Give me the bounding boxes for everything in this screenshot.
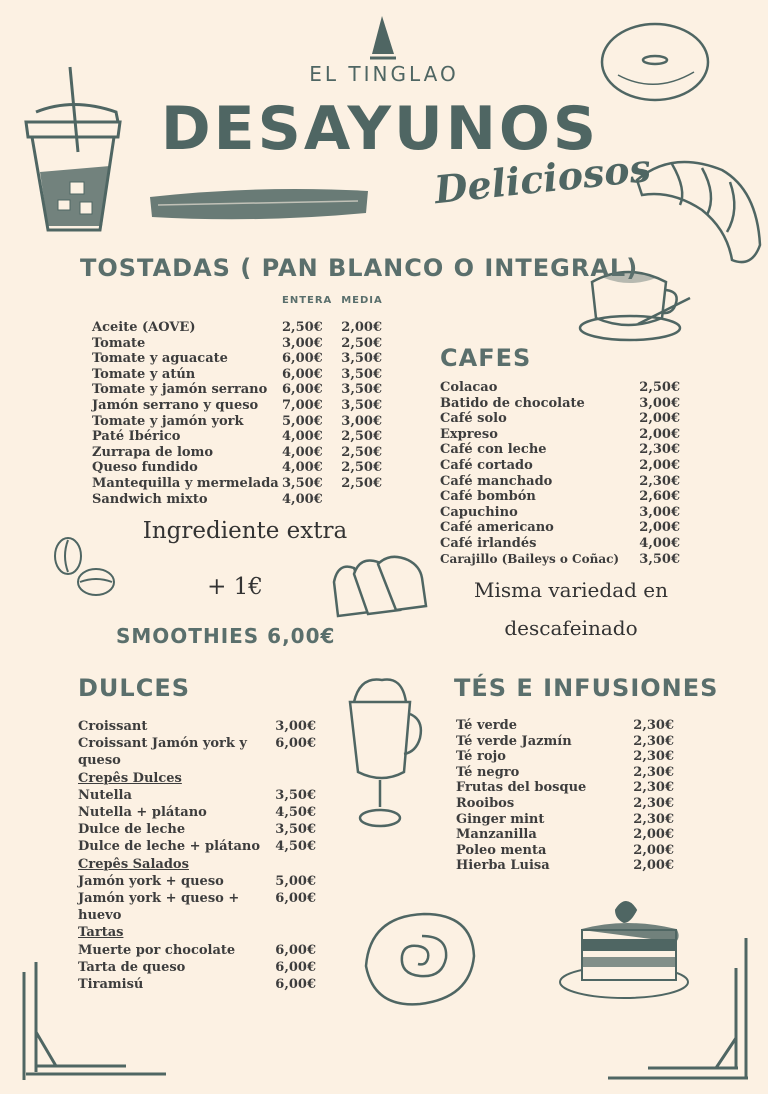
list-item: Queso fundido 4,00€ 2,50€ (92, 460, 382, 476)
list-item: Frutas del bosque 2,30€ (456, 780, 674, 796)
subsection-heading: Crepês Dulces (78, 770, 182, 786)
list-item: Tomate y aguacate 6,00€ 3,50€ (92, 351, 382, 367)
list-item: Muerte por chocolate 6,00€ (78, 942, 316, 958)
list-item: Café manchado 2,30€ (440, 473, 680, 489)
list-item: Paté Ibérico 4,00€ 2,50€ (92, 429, 382, 445)
list-item: Tomate 3,00€ 2,50€ (92, 335, 382, 351)
list-item: Tomate y jamón york 5,00€ 3,00€ (92, 413, 382, 429)
list-item: Ginger mint 2,30€ (456, 811, 674, 827)
list-item: Té verde Jazmín 2,30€ (456, 733, 674, 749)
extra-ingredient-price: + 1€ (207, 574, 263, 600)
dulces-list (78, 718, 322, 993)
brush-stroke-decoration (148, 183, 370, 223)
list-item: queso (78, 753, 121, 769)
list-item: Jamón york + queso 5,00€ (78, 873, 316, 889)
bread-slices-illustration (330, 552, 430, 622)
brand-name: EL TINGLAO (309, 62, 459, 86)
iced-drink-illustration (18, 62, 128, 237)
page-title: DESAYUNOS (160, 94, 600, 164)
list-item: Café irlandés 4,00€ (440, 535, 680, 551)
list-item: Café bombón 2,60€ (440, 489, 680, 505)
list-item: Nutella + plátano 4,50€ (78, 805, 316, 821)
col-entera-header: ENTERA (282, 295, 333, 306)
list-item: Café americano 2,00€ (440, 520, 680, 536)
list-item: Hierba Luisa 2,00€ (456, 858, 674, 874)
dulces-heading: DULCES (78, 674, 190, 702)
smoothies-label: SMOOTHIES 6,00€ (116, 624, 336, 648)
coffee-beans-illustration (48, 534, 123, 604)
list-item: Tomate y atún 6,00€ 3,50€ (92, 366, 382, 382)
list-item: Nutella 3,50€ (78, 787, 316, 803)
tostadas-list (92, 320, 392, 507)
list-item: Café cortado 2,00€ (440, 457, 680, 473)
list-item: Expreso 2,00€ (440, 426, 680, 442)
subsection-heading: Tartas (78, 925, 124, 941)
list-item: Tomate y jamón serrano 6,00€ 3,50€ (92, 382, 382, 398)
croissant-illustration (632, 150, 767, 270)
list-item: Dulce de leche + plátano 4,50€ (78, 839, 316, 855)
list-item: Carajillo (Baileys o Coñac) 3,50€ (440, 551, 680, 567)
page-subtitle: Deliciosos (432, 144, 653, 213)
list-item: Café con leche 2,30€ (440, 442, 680, 458)
subsection-heading: Crepês Salados (78, 856, 189, 872)
decaf-note-line1: Misma variedad en (473, 578, 668, 602)
tostadas-heading: TOSTADAS ( PAN BLANCO O INTEGRAL) (80, 254, 639, 282)
latte-glass-illustration (340, 672, 425, 832)
list-item: Tarta de queso 6,00€ (78, 959, 316, 975)
list-item: Croissant Jamón york y 6,00€ (78, 736, 316, 752)
tes-heading: TÉS E INFUSIONES (454, 674, 719, 702)
list-item: Batido de chocolate 3,00€ (440, 395, 680, 411)
list-item: Aceite (AOVE) 2,50€ 2,00€ (92, 320, 382, 335)
list-item: Capuchino 3,00€ (440, 504, 680, 520)
list-item: Té rojo 2,30€ (456, 749, 674, 765)
tes-list (456, 718, 676, 874)
list-item: Poleo menta 2,00€ (456, 842, 674, 858)
list-item: huevo (78, 908, 122, 924)
cinnamon-roll-illustration (360, 906, 480, 1016)
list-item: Té negro 2,30€ (456, 764, 674, 780)
list-item: Jamón serrano y queso 7,00€ 3,50€ (92, 397, 382, 413)
list-item: Tiramisú 6,00€ (78, 977, 316, 993)
sailboat-logo-icon (366, 14, 398, 62)
corner-ornament-right (598, 938, 758, 1086)
list-item: Rooibos 2,30€ (456, 795, 674, 811)
list-item: Sandwich mixto 4,00€ (92, 491, 323, 507)
list-item: Colacao 2,50€ (440, 380, 680, 395)
donut-illustration (598, 20, 713, 105)
list-item: Zurrapa de lomo 4,00€ 2,50€ (92, 444, 382, 460)
list-item: Manzanilla 2,00€ (456, 827, 674, 843)
list-item: Jamón york + queso + 6,00€ (78, 891, 316, 907)
list-item: Té verde 2,30€ (456, 718, 674, 733)
list-item: Café solo 2,00€ (440, 411, 680, 427)
list-item: Croissant 3,00€ (78, 719, 316, 734)
cafes-heading: CAFES (440, 344, 532, 372)
decaf-note-line2: descafeinado (504, 616, 638, 640)
cafes-list (440, 380, 680, 567)
list-item: Mantequilla y mermelada 3,50€ 2,50€ (92, 475, 382, 491)
extra-ingredient-label: Ingrediente extra (142, 518, 348, 544)
list-item: Dulce de leche 3,50€ (78, 822, 316, 838)
col-media-header: MEDIA (341, 295, 383, 306)
